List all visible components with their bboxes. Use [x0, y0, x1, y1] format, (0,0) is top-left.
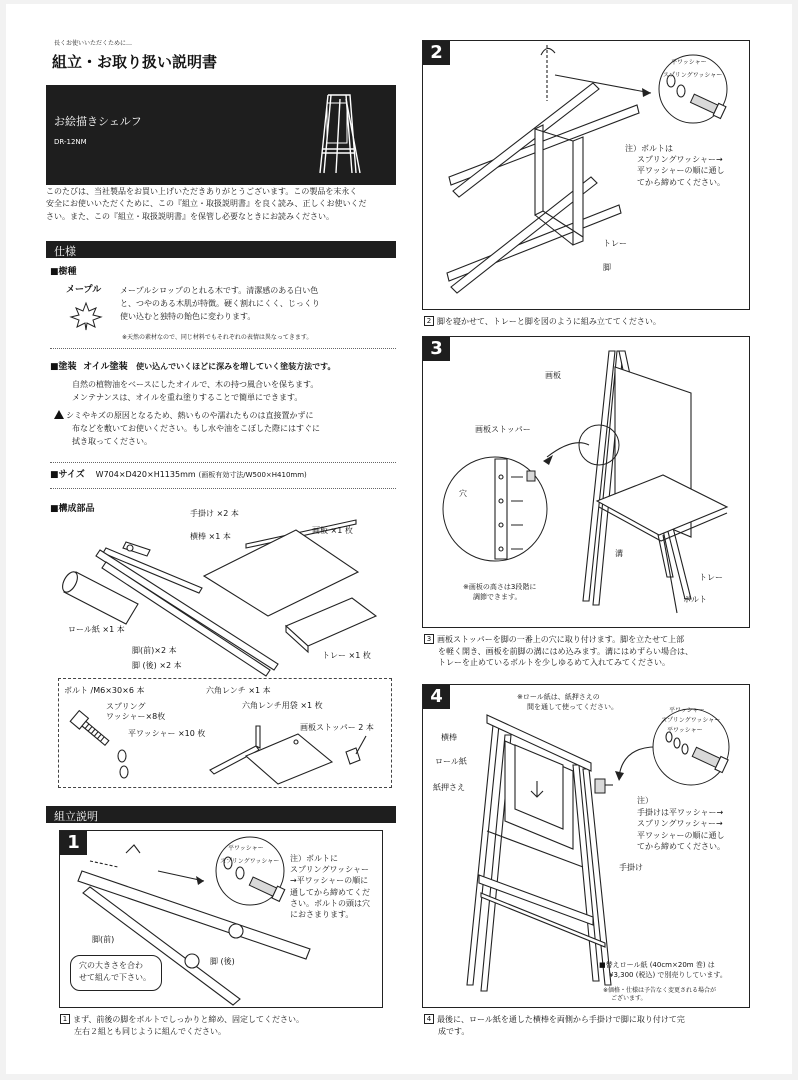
- product-banner: [46, 85, 396, 185]
- part-leg-back: 脚 (後) ×2 本: [132, 661, 182, 670]
- step4-refill: ■替えロール紙 (40cm×20m 巻) は ¥3,300 (税込) で別売りしています。: [599, 961, 727, 979]
- step3-hole-label: 穴: [459, 489, 467, 498]
- step-4-number: 4: [423, 685, 450, 709]
- part-bar: 横棒 ×1 本: [190, 532, 231, 541]
- part-hook: 手掛け ×2 本: [190, 509, 239, 518]
- model-number: DR-12NM: [54, 138, 87, 146]
- assembly-section-title: 組立説明: [46, 806, 396, 823]
- step-2-number: 2: [423, 41, 450, 65]
- step4-paper-holder-label: 紙押さえ: [433, 783, 465, 792]
- step3-bolt-label: ボルト: [683, 595, 707, 604]
- wood-description: メープルシロップのとれる木です。清潔感のある白い色 と、つやのある木肌が特徴。硬く割れにくく、じっくり 使い込むと独特の飴色に変わります。: [120, 286, 320, 321]
- size-row: ■サイズ W704×D420×H1135mm (画板有効寸法/W500×H410mm): [50, 470, 307, 480]
- divider: [50, 462, 396, 463]
- tagline: 長くお使いいただくために…: [54, 40, 133, 47]
- step3-stopper-label: 画板ストッパー: [475, 425, 531, 434]
- step-1-panel: [59, 830, 383, 1008]
- step2-leg-label: 脚: [603, 263, 611, 272]
- step4-bar-label: 横棒: [441, 733, 457, 742]
- step4-washer-flat-b: 平ワッシャー: [667, 727, 703, 734]
- wood-name: メープル: [66, 285, 102, 295]
- step-3-panel: [422, 336, 750, 628]
- parts-label: ■構成部品: [50, 504, 95, 514]
- step2-note: 注）ボルトは スプリングワッシャー→ 平ワッシャーの順に通し てから締めてください。: [625, 144, 725, 187]
- maple-leaf-icon: [69, 301, 103, 331]
- part-board: 画板 ×1 枚: [312, 526, 353, 535]
- step3-note: ※画板の高さは3段階に 調節できます。: [463, 583, 537, 601]
- step3-caption: 3 画板ストッパーを脚の一番上の穴に取り付けます。脚を立たせて上部 を軽く開き、画板を前脚の溝にはめ込みます。溝にはめずらい場合は、 トレーを止めているボルトを少しゆるめて入れてみてください。: [424, 634, 693, 669]
- divider: [50, 348, 396, 349]
- part-leg-front: 脚(前)×2 本: [132, 646, 177, 655]
- part-stopper: 画板ストッパー 2 本: [300, 723, 374, 732]
- step1-leg-back: 脚 (後): [210, 957, 235, 966]
- wood-note: ※天然の素材なので、同じ材料でもそれぞれの表情は異なってきます。: [122, 334, 313, 341]
- step4-roll-note: ※ロール紙は、紙押さえの 間を通して使ってください。: [517, 693, 618, 711]
- finish-description: 自然の植物油をベースにしたオイルで、木の持つ風合いを保ちます。 メンテナンスは、オイルを重ね塗りすることで簡単にできます。: [72, 380, 319, 402]
- step4-note: 注） 手掛けは平ワッシャー→ スプリングワッシャー→ 平ワッシャーの順に通し てから締めてください。: [637, 796, 725, 852]
- step2-caption: 2 脚を寝かせて、トレーと脚を図のように組み立ててください。: [424, 316, 661, 328]
- part-tray: トレー ×1 枚: [322, 651, 371, 660]
- step2-tray-label: トレー: [603, 239, 627, 248]
- step3-groove-label: 溝: [615, 549, 623, 558]
- step4-washer-flat-a: 平ワッシャー: [669, 707, 705, 714]
- warning-icon: [54, 410, 64, 419]
- part-hex-wrench: 六角レンチ ×1 本: [206, 686, 271, 695]
- part-bolt: ボルト /M6×30×6 本: [64, 686, 145, 695]
- step1-caption: 1 まず、前後の脚をボルトでしっかりと締め、固定してください。 左右２組とも同じように組んでください。: [60, 1014, 304, 1037]
- wood-label: ■樹種: [50, 267, 77, 277]
- step1-washer-flat: 平ワッシャー: [228, 845, 264, 852]
- hardware-illustration: [60, 696, 390, 786]
- easel-thumbnail: [310, 89, 370, 179]
- step3-board-label: 画板: [545, 371, 561, 380]
- step4-hook-label: 手掛け: [619, 863, 643, 872]
- divider: [50, 488, 396, 489]
- step-4-panel: [422, 684, 750, 1008]
- step2-washer-flat: 平ワッシャー: [671, 59, 707, 66]
- step4-washer-spring: スプリングワッシャー: [661, 717, 721, 724]
- intro-text: このたびは、当社製品をお買い上げいただきありがとうございます。この製品を末永く 安全にお使いいただくために、この『組立・取扱説明書』を良く読み、正しくお使いくだ さい。また、この『組立・取扱説明書』を保管し必要なときにお読みください。: [46, 187, 367, 221]
- step4-refill-note: ※価格・仕様は予告なく変更される場合が ございます。: [603, 987, 717, 1002]
- part-flat-washer: 平ワッシャー ×10 枚: [128, 729, 206, 738]
- step3-tray-label: トレー: [699, 573, 723, 582]
- part-wrench-bag: 六角レンチ用袋 ×1 枚: [242, 701, 323, 710]
- step4-caption: 4 最後に、ロール紙を通した横棒を両側から手掛けで脚に取り付けて完 成です。: [424, 1014, 685, 1037]
- step2-washer-spring: スプリングワッシャー: [663, 72, 723, 79]
- step-3-number: 3: [423, 337, 450, 361]
- step1-callout: 穴の大きさを合わ せて組んで下さい。: [70, 955, 162, 991]
- page-title: 組立・お取り扱い説明書: [52, 53, 218, 71]
- caution-text: シミやキズの原因となるため、熱いものや濡れたものは直接置かずに 布などを敷いてお使いください。もし水や油をこぼした際にはすぐに 拭き取ってください。: [54, 410, 320, 448]
- step-2-panel: [422, 40, 750, 310]
- step1-note: 注）ボルトに スプリングワッシャー →平ワッシャーの順に 通してから締めてくだ さい。ボルトの頭は穴 におさまります。: [290, 854, 370, 919]
- step1-leg-front: 脚(前): [92, 935, 115, 944]
- step4-roll-label: ロール紙: [435, 757, 467, 766]
- finish-row: ■塗装 オイル塗装 使い込んでいくほどに深みを増していく塗装方法です。: [50, 362, 336, 372]
- step1-washer-spring: スプリングワッシャー: [220, 858, 280, 865]
- product-name: お絵描きシェルフ: [54, 115, 142, 128]
- part-spring-washer: スプリング ワッシャー×8枚: [106, 702, 166, 722]
- step-1-number: 1: [60, 831, 87, 855]
- spec-section-title: 仕様: [46, 241, 396, 258]
- part-roll: ロール紙 ×1 本: [68, 625, 125, 634]
- instruction-sheet: [6, 4, 792, 1074]
